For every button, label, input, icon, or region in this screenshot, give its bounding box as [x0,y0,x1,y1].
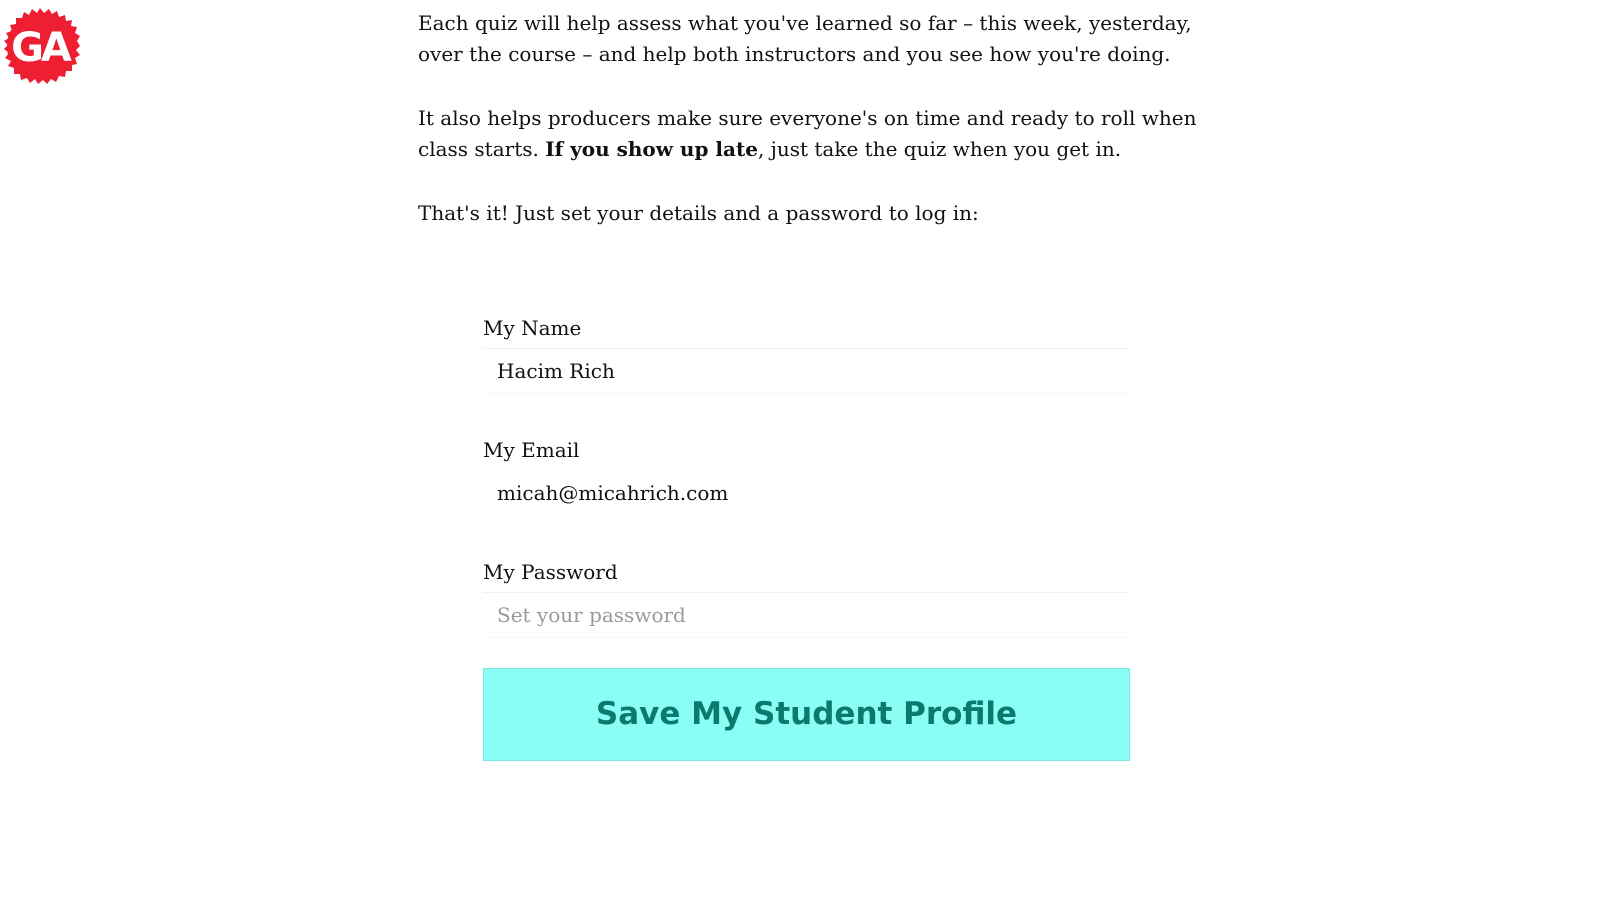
name-field-group [483,314,1130,394]
email-label: My Email [483,438,580,462]
password-label: My Password [483,560,618,584]
email-field-group [483,436,1130,516]
name-input[interactable] [483,348,1130,394]
save-profile-button[interactable]: Save My Student Profile [483,668,1130,761]
intro-paragraph-2-end: , just take the quiz when you get in. [757,137,1122,161]
email-input[interactable] [483,470,1130,516]
ga-logo[interactable] [0,8,80,88]
intro-paragraph-1: Each quiz will help assess what you've learned so far – this week, yesterday, over the course – and help both instructors and you see how you're doing. [418,11,1192,66]
intro-paragraph-2 [418,103,1198,165]
ga-logo-badge-icon [0,8,80,88]
intro-paragraph-3: That's it! Just set your details and a password to log in: [418,201,979,225]
student-profile-form [483,314,1130,761]
intro-text [418,8,1198,262]
password-input[interactable] [483,592,1130,638]
intro-paragraph-2-bold: If you show up late [545,137,758,161]
ga-logo-text: GA [11,25,69,71]
password-field-group [483,558,1130,638]
intro-paragraph-2-start: It also helps producers make sure everyone's on time and ready to roll when class starts. [418,106,1197,161]
name-label: My Name [483,316,582,340]
